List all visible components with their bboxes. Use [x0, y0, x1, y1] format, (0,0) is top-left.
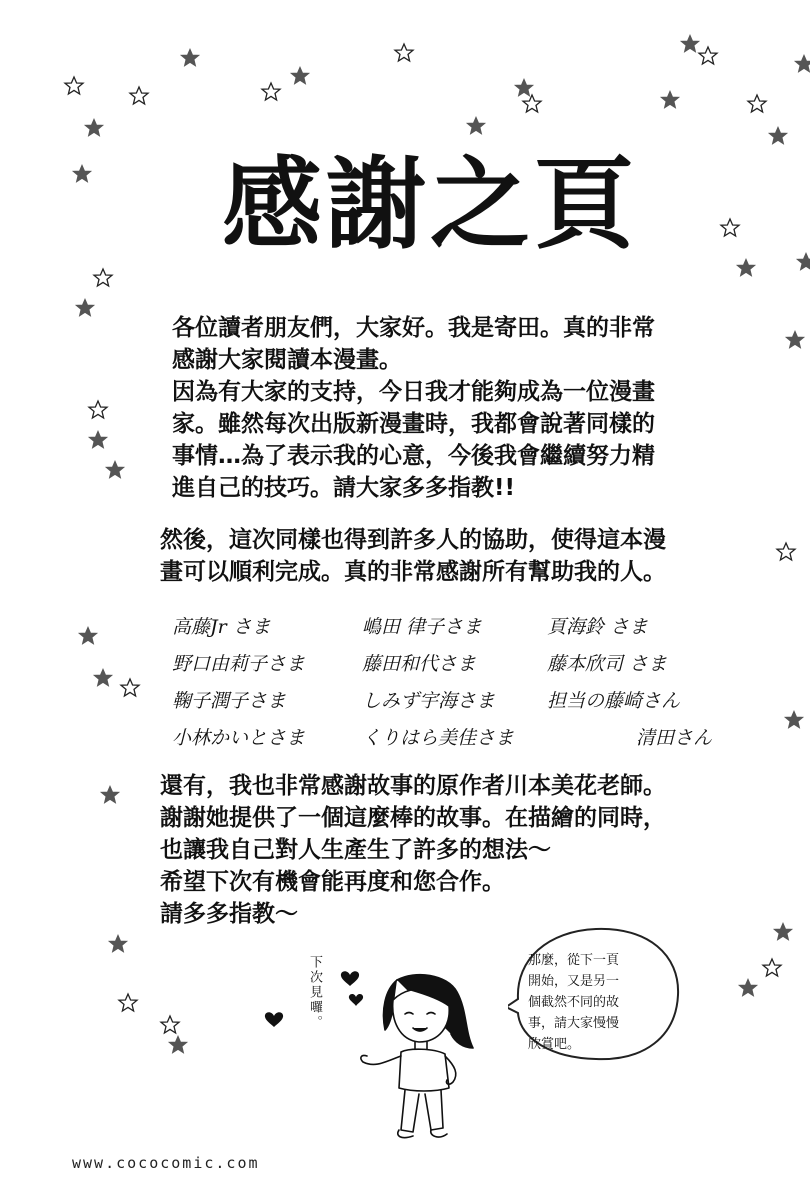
heart-icon	[265, 1012, 283, 1027]
closing-line: 還有，我也非常感謝故事的原作者川本美花老師。	[160, 773, 666, 799]
helper-name: 頁海鈴 さま	[547, 616, 649, 638]
helpers-paragraph	[160, 524, 760, 588]
closing-line: 謝謝她提供了一個這麼棒的故事。在描繪的同時，	[160, 805, 666, 831]
helper-names-list	[172, 614, 732, 752]
bubble-line: 欣賞吧。	[528, 1037, 581, 1052]
see-you-text: 下次見囉。	[307, 955, 322, 1030]
closing-paragraph	[160, 770, 760, 930]
helper-name: 藤田和代さま	[362, 653, 477, 675]
helper-name: 藤本欣司 さま	[547, 653, 668, 675]
bubble-line: 那麼，從下一頁	[528, 953, 620, 968]
intro-line: 家。雖然每次出版新漫畫時，我都會說著同樣的	[172, 411, 655, 437]
helper-name: くりはら美佳さま	[362, 727, 515, 749]
helper-name: しみず宇海さま	[362, 690, 496, 712]
helper-name: 嶋田 律子さま	[362, 616, 483, 638]
speech-bubble-text	[528, 950, 663, 1055]
helper-name: 担当の藤崎さん	[547, 690, 681, 712]
intro-line: 事情…為了表示我的心意，今後我會繼續努力精	[172, 443, 655, 469]
intro-line: 因為有大家的支持，今日我才能夠成為一位漫畫	[172, 379, 655, 405]
intro-line: 感謝大家閱讀本漫畫。	[172, 347, 402, 373]
helper-name: 高藤Jr さま	[172, 616, 271, 638]
intro-line: 進自己的技巧。請大家多多指教!!	[172, 475, 515, 501]
closing-line: 請多多指教～	[160, 901, 298, 927]
bubble-line: 事，請大家慢慢	[528, 1016, 620, 1031]
helper-name: 清田さん	[635, 727, 712, 749]
helper-name: 鞠子潤子さま	[172, 690, 287, 712]
helpers-line: 然後，這次同樣也得到許多人的協助，使得這本漫	[160, 527, 666, 553]
helper-name: 野口由莉子さま	[172, 653, 306, 675]
helper-name: 小林かいとさま	[172, 727, 306, 749]
closing-line: 希望下次有機會能再度和您合作。	[160, 869, 505, 895]
website-watermark: www.cococomic.com	[72, 1154, 260, 1172]
helpers-line: 畫可以順利完成。真的非常感謝所有幫助我的人。	[160, 559, 666, 585]
artist-chibi-illustration	[355, 970, 485, 1145]
bubble-line: 個截然不同的故	[528, 995, 620, 1010]
closing-line: 也讓我自己對人生產生了許多的想法～	[160, 837, 551, 863]
intro-paragraph	[172, 312, 772, 504]
bubble-line: 開始，又是另一	[528, 974, 620, 989]
intro-line: 各位讀者朋友們，大家好。我是寄田。真的非常	[172, 315, 655, 341]
page-title: 感謝之頁	[222, 146, 638, 263]
